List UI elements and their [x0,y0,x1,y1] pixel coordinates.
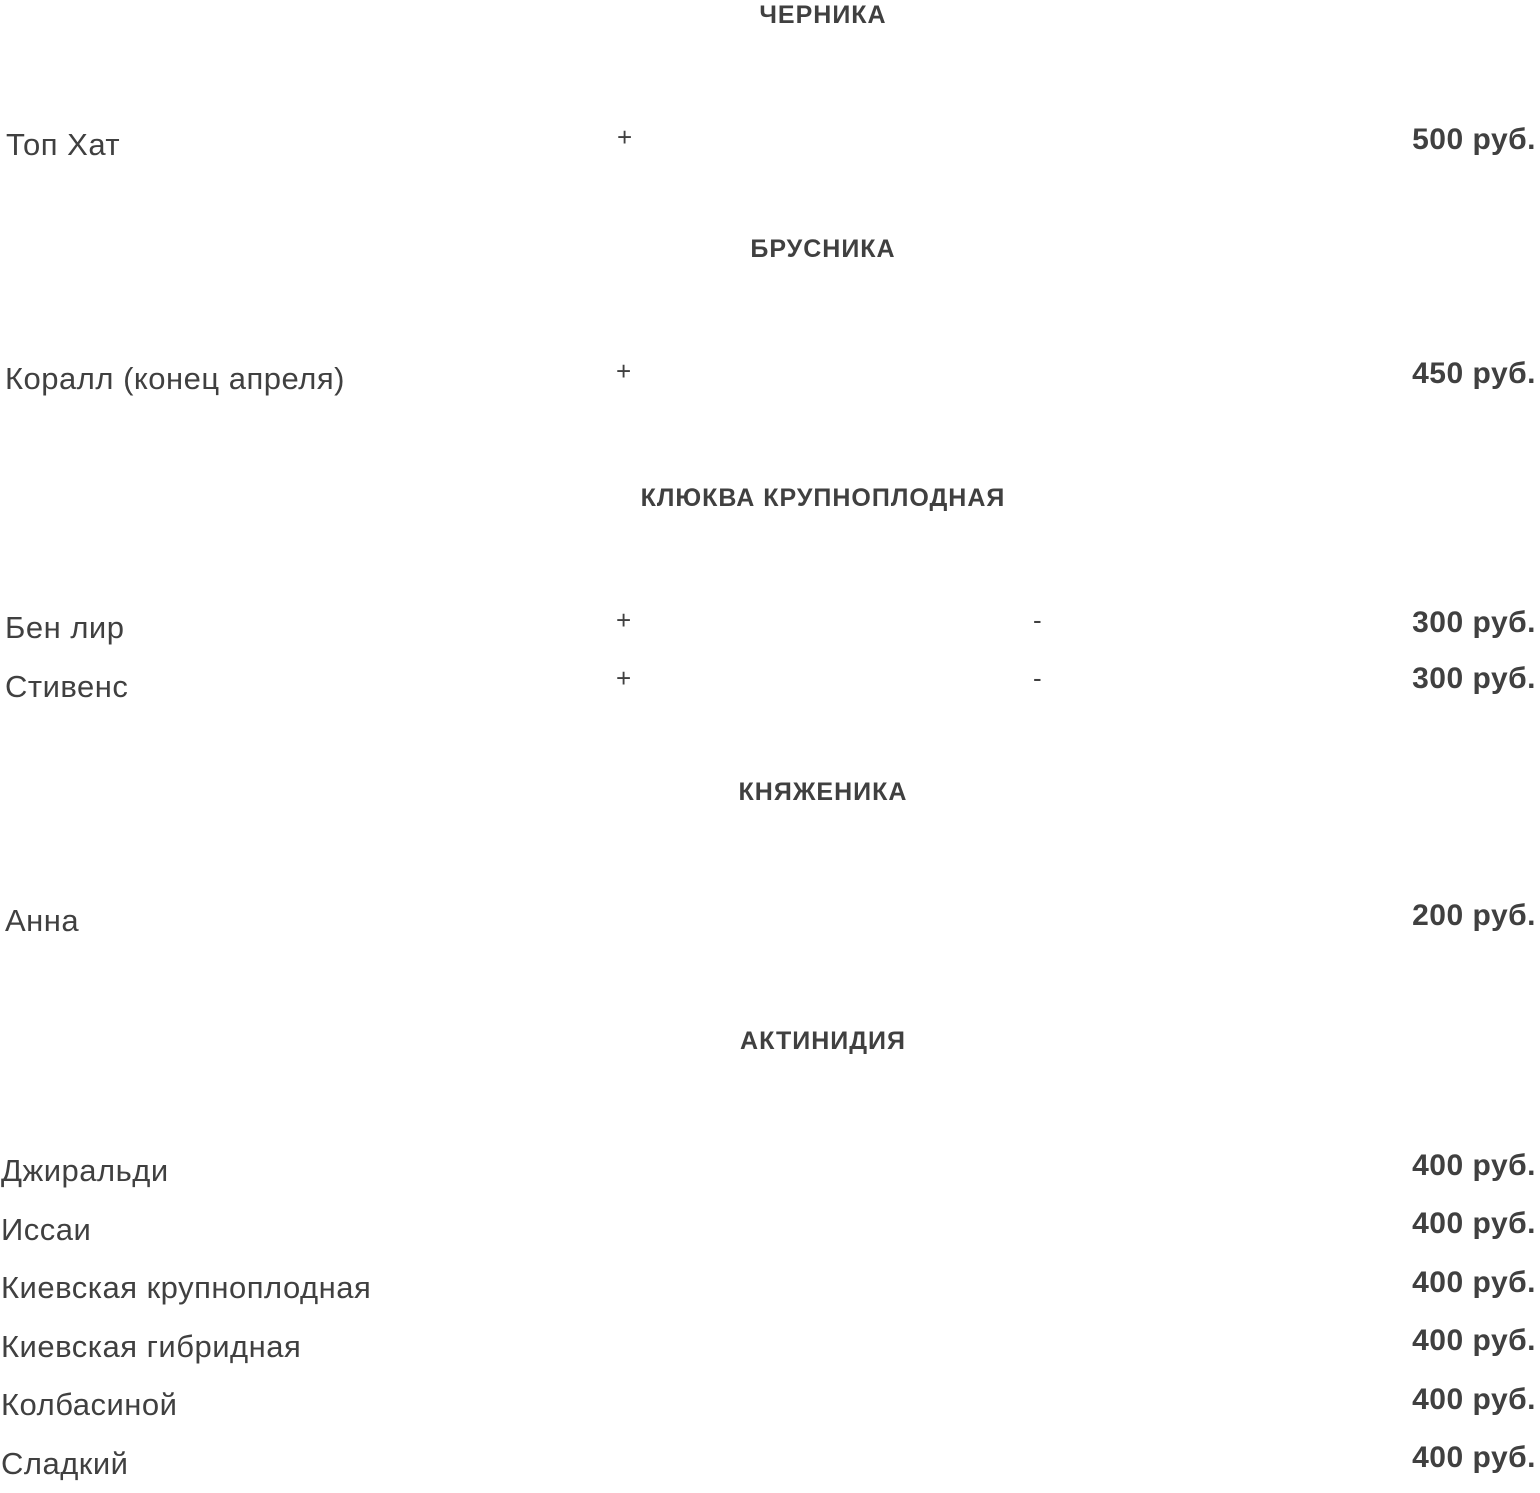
item-price: 300 руб. [1412,606,1536,639]
section-title-aktinidiya: АКТИНИДИЯ [740,1027,906,1055]
section-title-klyukva: КЛЮКВА КРУПНОПЛОДНАЯ [640,484,1006,512]
item-price: 400 руб. [1412,1383,1536,1416]
item-price: 400 руб. [1412,1441,1536,1474]
item-name: Киевская крупноплодная [1,1270,372,1305]
section-title-knyazhenika: КНЯЖЕНИКА [738,778,908,806]
item-price: 400 руб. [1412,1266,1536,1299]
item-name: Бен лир [5,610,125,645]
minus-mark: - [1033,663,1042,693]
item-name: Киевская гибридная [1,1329,302,1364]
item-name: Стивенс [5,669,129,704]
item-name: Иссаи [1,1212,92,1247]
item-price: 300 руб. [1412,662,1536,695]
plus-mark: + [616,605,632,635]
item-name: Колбасиной [1,1387,178,1422]
plus-mark: + [616,356,632,386]
item-name: Сладкий [1,1446,129,1481]
plus-mark: + [617,122,633,152]
item-name: Анна [5,903,80,938]
plus-mark: + [616,663,632,693]
item-price: 450 руб. [1412,357,1536,390]
item-price: 200 руб. [1412,899,1536,932]
minus-mark: - [1033,605,1042,635]
item-price: 500 руб. [1412,123,1536,156]
item-price: 400 руб. [1412,1149,1536,1182]
item-name: Топ Хат [6,127,121,162]
section-title-chernika: ЧЕРНИКА [759,1,887,29]
section-title-brusnika: БРУСНИКА [750,235,896,263]
item-price: 400 руб. [1412,1324,1536,1357]
item-name: Джиральди [1,1153,169,1188]
item-price: 400 руб. [1412,1207,1536,1240]
item-name: Коралл (конец апреля) [5,361,345,396]
